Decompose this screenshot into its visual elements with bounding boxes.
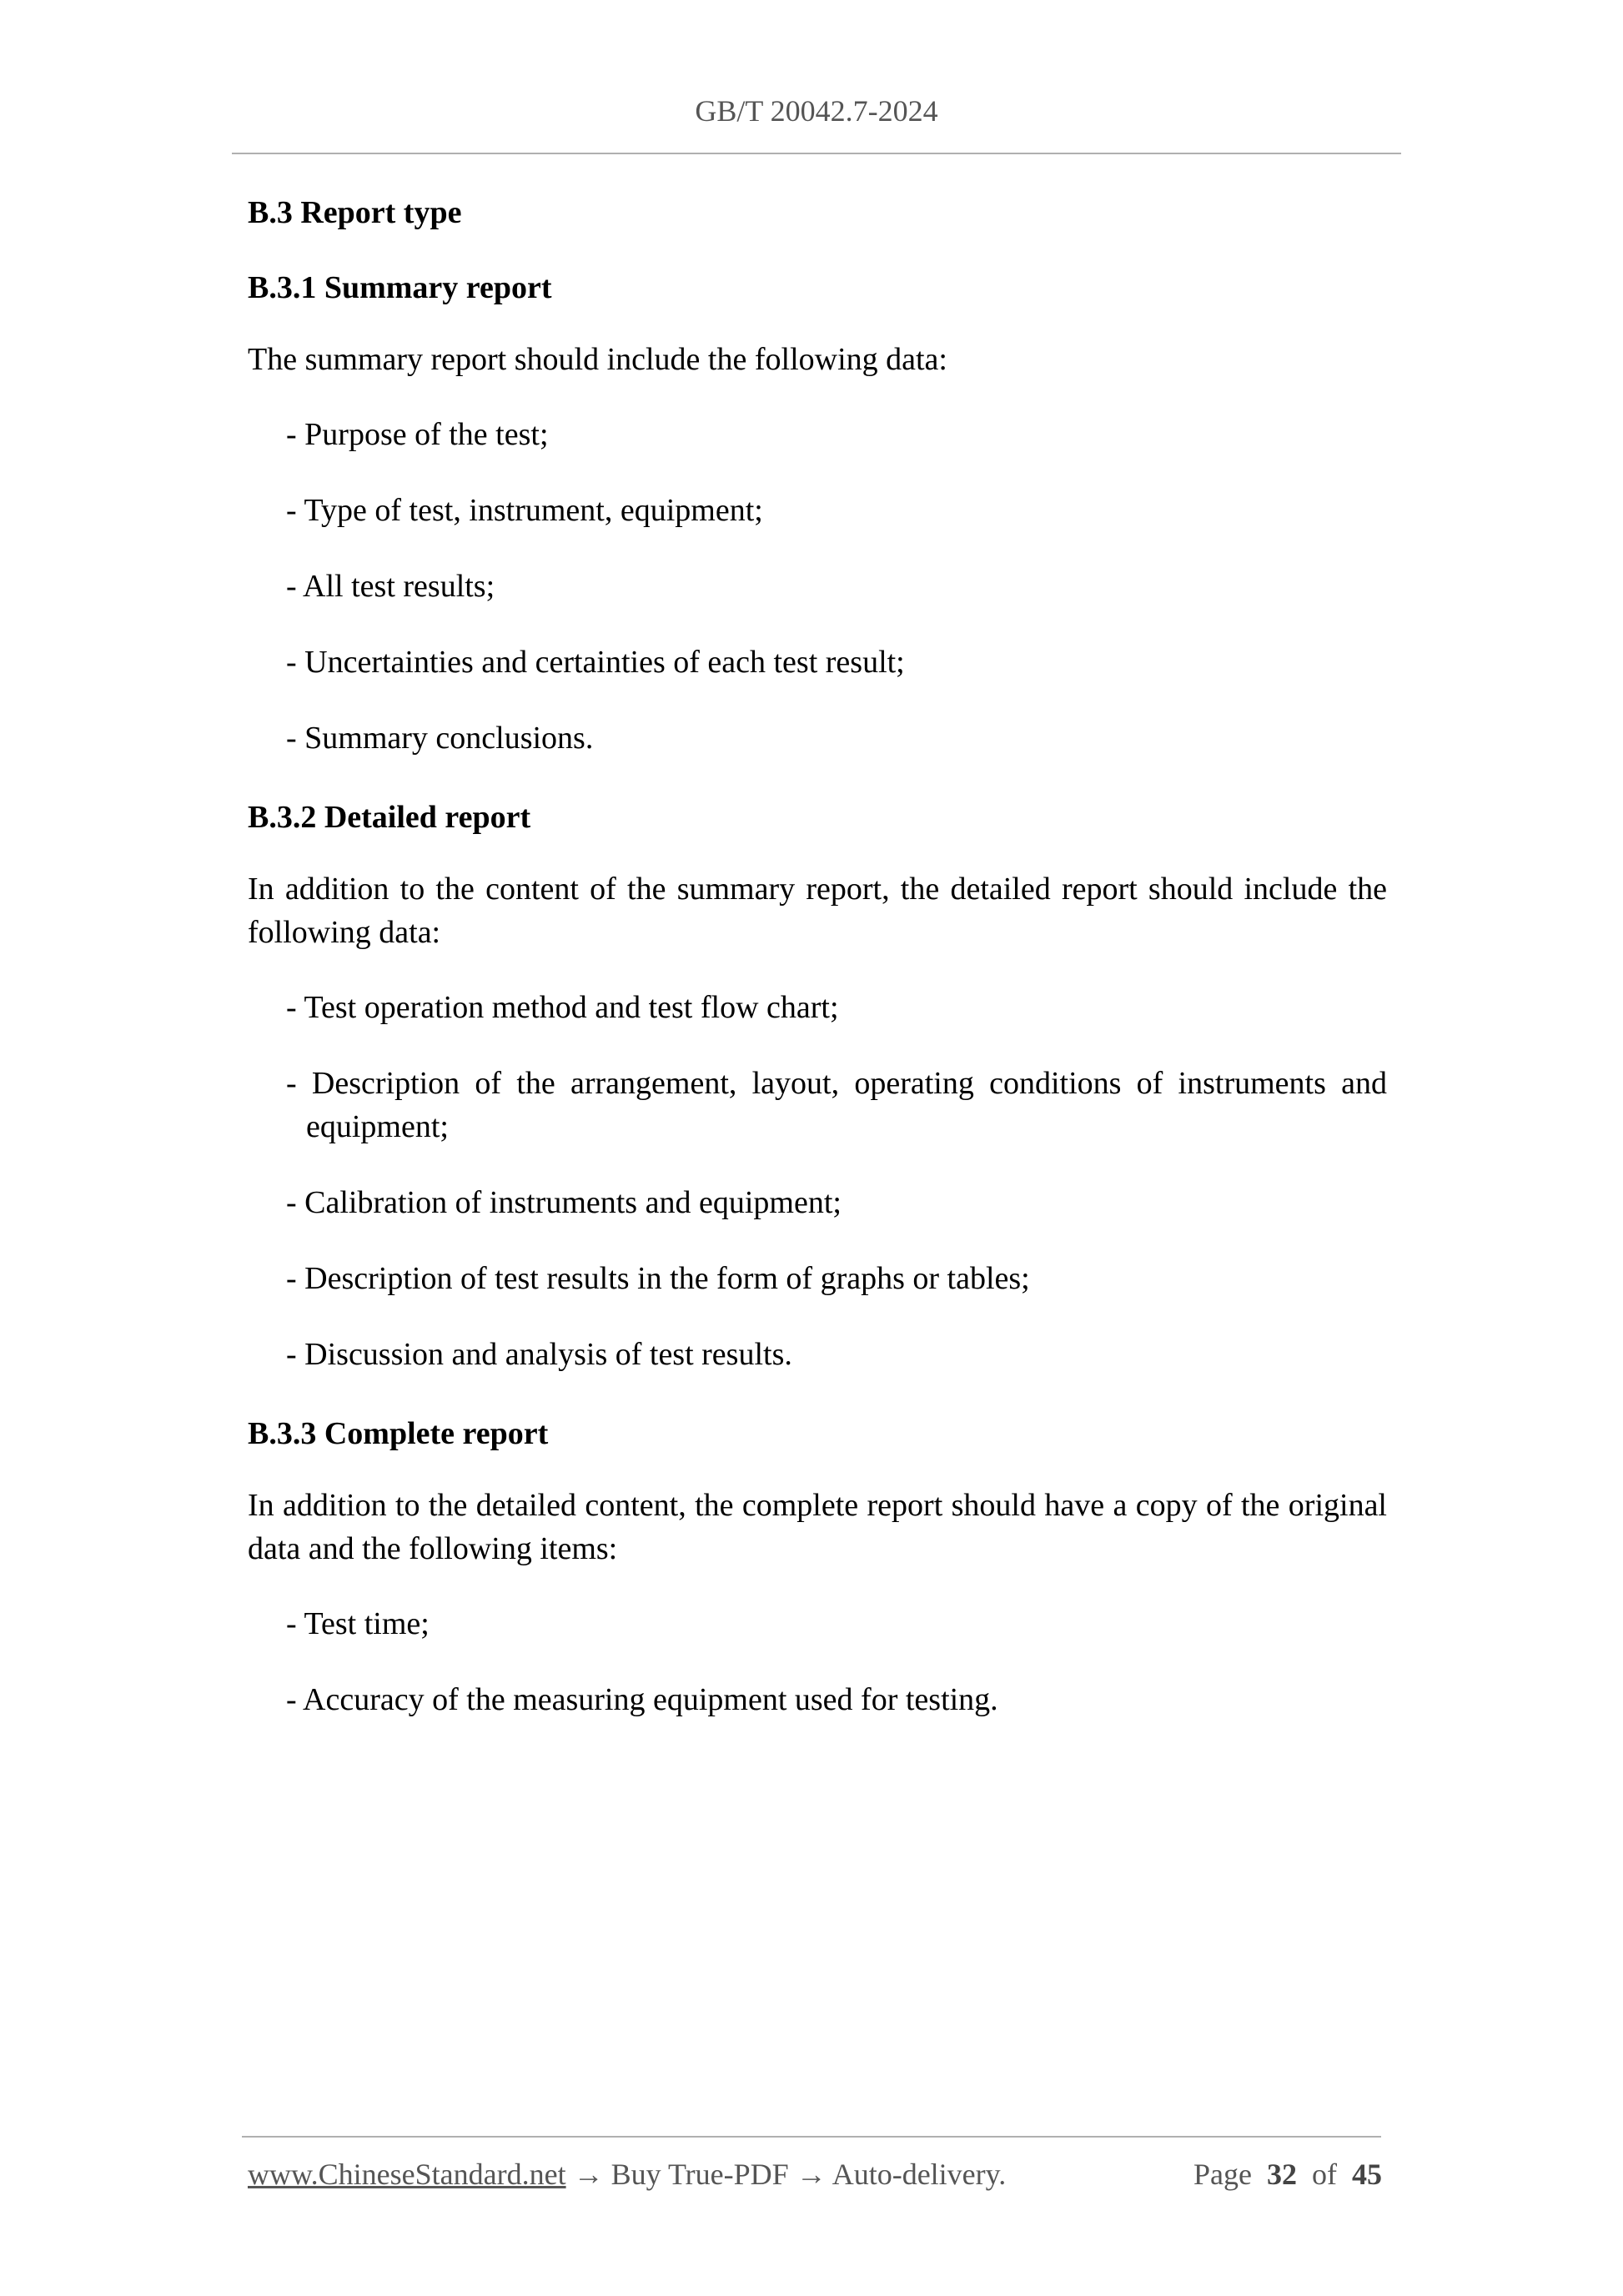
- list-item: - Type of test, instrument, equipment;: [286, 493, 763, 528]
- page-of-label: of: [1312, 2158, 1337, 2191]
- page-header: GB/T 20042.7-2024: [695, 94, 938, 128]
- paragraph-b32-intro: In addition to the content of the summary report, the detailed report should include the following data:: [248, 872, 1387, 950]
- list-item: - Test operation method and test flow chart;: [286, 990, 839, 1025]
- auto-delivery-text: Auto-delivery.: [832, 2158, 1007, 2191]
- buy-pdf-text: Buy True-PDF: [611, 2158, 789, 2191]
- section-heading-b3: B.3 Report type: [248, 195, 462, 230]
- arrow-right-icon: →: [788, 2158, 832, 2191]
- list-item: - Description of test results in the form of graphs or tables;: [286, 1261, 1030, 1296]
- list-item: - Accuracy of the measuring equipment used for testing.: [286, 1682, 998, 1717]
- footer-promo: [248, 2157, 1006, 2192]
- paragraph-b31-intro: The summary report should include the following data:: [248, 342, 947, 377]
- document-body: [248, 188, 1387, 1754]
- footer-divider: [242, 2136, 1381, 2138]
- header-divider: [232, 153, 1401, 154]
- list-item: - Calibration of instruments and equipment;: [286, 1185, 842, 1220]
- list-item: - Test time;: [286, 1606, 430, 1641]
- section-heading-b32: B.3.2 Detailed report: [248, 800, 531, 835]
- list-item: - Discussion and analysis of test results.: [286, 1337, 792, 1372]
- section-heading-b31: B.3.1 Summary report: [248, 270, 552, 305]
- list-b32: [248, 986, 1387, 1409]
- section-heading-b33: B.3.3 Complete report: [248, 1416, 549, 1451]
- list-b31: [248, 413, 1387, 792]
- page-current: 32: [1267, 2158, 1297, 2191]
- list-item: - Uncertainties and certainties of each test result;: [286, 645, 905, 680]
- page-number: [1193, 2157, 1382, 2192]
- page-total: 45: [1352, 2158, 1382, 2191]
- page-label: Page: [1193, 2158, 1252, 2191]
- paragraph-b33-intro: In addition to the detailed content, the complete report should have a copy of the original data and the following items:: [248, 1488, 1387, 1566]
- list-item: - Purpose of the test;: [286, 417, 549, 452]
- list-item: - Summary conclusions.: [286, 721, 594, 756]
- arrow-right-icon: →: [565, 2158, 611, 2191]
- website-link[interactable]: www.ChineseStandard.net: [248, 2158, 566, 2191]
- list-b33: [248, 1602, 1387, 1754]
- list-item: - All test results;: [286, 569, 495, 604]
- list-item: - Description of the arrangement, layout, operating conditions of instruments and equipment;: [286, 1066, 1387, 1144]
